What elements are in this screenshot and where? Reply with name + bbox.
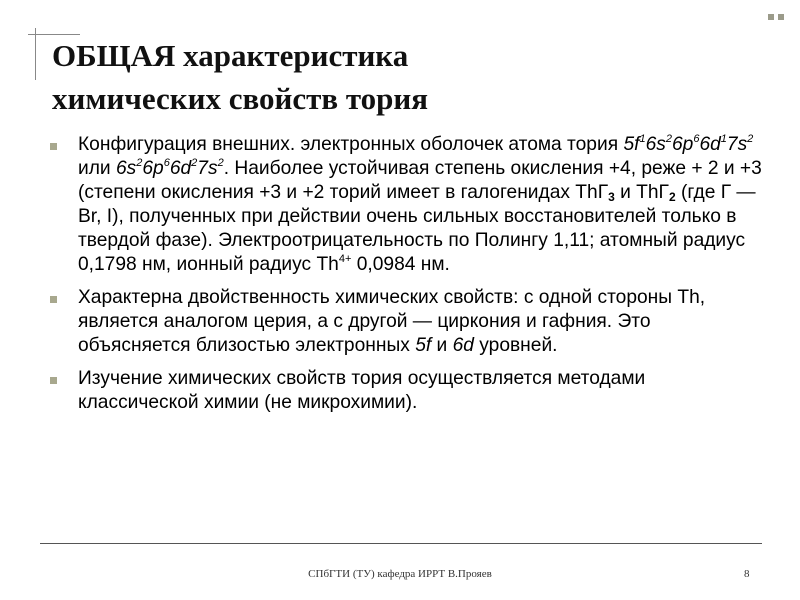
electron-configuration-2 [116, 158, 224, 179]
bullet-list [48, 133, 764, 424]
bullet-square-icon [50, 143, 57, 150]
title-line-2: химических свойств тория [52, 81, 429, 116]
text-configuration-intro: Конфигурация внешних. электронных оболочек атома тория [78, 134, 619, 155]
superscript: 6 [693, 133, 700, 145]
superscript: 2 [665, 133, 672, 145]
corner-vertical-line [35, 28, 36, 80]
orbital: 7s [726, 134, 748, 155]
superscript: 2 [217, 157, 224, 169]
orbital-5f: 5f [415, 335, 432, 356]
slide-title [52, 34, 428, 120]
footer-credit: СПбГТИ (ТУ) кафедра ИРРТ В.Прояев [308, 568, 492, 580]
electron-configuration-1 [623, 134, 753, 155]
superscript: 2 [136, 157, 143, 169]
text-oxidation-states: . Наиболее устойчивая степень окисления +4, реже + 2 и +3 (степени окисления +3 и +2 торий имеет в галогенидах ThГ [78, 158, 762, 203]
superscript: 6 [163, 157, 170, 169]
bullet-item-duality [48, 286, 764, 358]
title-line-1: ОБЩАЯ характеристика [52, 38, 409, 73]
corner-square-decoration [778, 14, 784, 20]
orbital: 6d [699, 134, 721, 155]
superscript: 2 [191, 157, 198, 169]
bullet-item-configuration [48, 133, 764, 277]
page-number: 8 [744, 568, 750, 580]
superscript: 2 [747, 133, 754, 145]
orbital: 6p [142, 158, 164, 179]
text-methods: Изучение химических свойств тория осуществляется методами классической химии (не микрохимии). [78, 368, 646, 413]
bullet-item-methods [48, 367, 764, 415]
bullet-square-icon [50, 377, 57, 384]
orbital: 6d [169, 158, 192, 179]
orbital: 5f [623, 134, 640, 155]
orbital: 6s [645, 134, 666, 155]
orbital: 6p [671, 134, 694, 155]
footer-divider [40, 543, 762, 544]
corner-square-decoration [768, 14, 774, 20]
text-levels: уровней. [473, 335, 558, 356]
text-or: или [78, 158, 116, 179]
orbital: 7s [197, 158, 218, 179]
text-properties: (где Г — Br, I), полученных при действии очень сильных восстановителей только в твердой фазе). Электроотрицательность по Полингу 1,11; атомный радиус 0,1798 нм, ионный радиус Th [78, 182, 756, 275]
orbital: 6s [115, 158, 137, 179]
ion-charge-superscript: 4+ [338, 253, 352, 265]
subscript: 2 [668, 190, 676, 204]
text-duality: Характерна двойственность химических свойств: с одной стороны Th, является аналогом церия, а с другой — циркония и гафния. Это объясняется близостью электронных [78, 287, 706, 356]
superscript: 1 [639, 133, 646, 145]
orbital-6d: 6d [452, 335, 474, 356]
text-and: и [431, 335, 453, 356]
bullet-square-icon [50, 296, 57, 303]
text-and-formula: и ThГ [614, 182, 669, 203]
superscript: 1 [720, 133, 727, 145]
text-ionic-radius: 0,0984 нм. [351, 254, 450, 275]
subscript: 3 [608, 190, 615, 204]
